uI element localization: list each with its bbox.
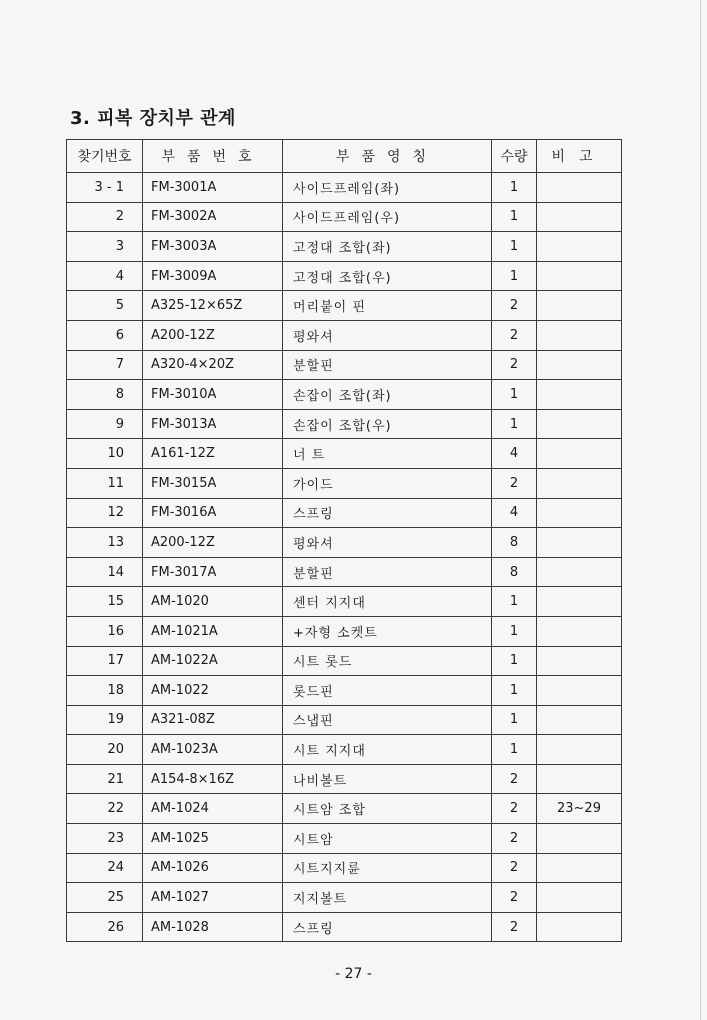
find-number-cell: 5 [67,291,143,321]
part-number-cell: FM-3015A [143,468,283,498]
quantity-cell: 1 [492,173,537,203]
quantity-cell: 2 [492,291,537,321]
quantity-cell: 8 [492,528,537,558]
part-name-cell: 시트암 [283,824,492,854]
table-row [67,705,622,735]
part-number-cell: A325-12×65Z [143,291,283,321]
remarks-cell [537,320,622,350]
quantity-cell: 1 [492,676,537,706]
table-row [67,320,622,350]
quantity-cell: 1 [492,232,537,262]
find-number-cell: 2 [67,202,143,232]
remarks-cell [537,232,622,262]
quantity-cell: 2 [492,794,537,824]
part-name-cell: 스프링 [283,912,492,942]
remarks-cell [537,291,622,321]
part-number-cell: FM-3013A [143,409,283,439]
part-name-cell: 시트암 조합 [283,794,492,824]
find-number-cell: 3 [67,232,143,262]
page-number: - 27 - [335,966,372,982]
part-number-cell: AM-1022A [143,646,283,676]
part-name-cell: 너 트 [283,439,492,469]
remarks-cell [537,646,622,676]
find-number-cell: 12 [67,498,143,528]
remarks-cell [537,676,622,706]
find-number-cell: 22 [67,794,143,824]
part-number-cell: FM-3003A [143,232,283,262]
part-name-cell: 고정대 조합(우) [283,261,492,291]
quantity-cell: 2 [492,468,537,498]
table-row [67,853,622,883]
part-number-cell: AM-1027 [143,883,283,913]
find-number-cell: 13 [67,528,143,558]
find-number-cell: 21 [67,764,143,794]
find-number-cell: 23 [67,824,143,854]
remarks-cell [537,587,622,617]
table-row [67,883,622,913]
part-name-cell: 손잡이 조합(우) [283,409,492,439]
remarks-cell [537,616,622,646]
remarks-cell [537,380,622,410]
quantity-cell: 1 [492,261,537,291]
header-find-number: 찾기번호 [67,140,143,173]
quantity-cell: 1 [492,202,537,232]
table-row [67,616,622,646]
quantity-cell: 2 [492,883,537,913]
table-row [67,380,622,410]
part-name-cell: 스프링 [283,498,492,528]
find-number-cell: 20 [67,735,143,765]
find-number-cell: 3 - 1 [67,173,143,203]
table-row [67,735,622,765]
find-number-cell: 26 [67,912,143,942]
part-name-cell: 사이드프레임(좌) [283,173,492,203]
quantity-cell: 1 [492,380,537,410]
find-number-cell: 10 [67,439,143,469]
section-title: 3. 피복 장치부 관계 [70,108,236,129]
header-part-name: 부품영칭 [283,140,492,173]
find-number-cell: 16 [67,616,143,646]
part-name-cell: 롯드핀 [283,676,492,706]
quantity-cell: 1 [492,705,537,735]
table-row [67,409,622,439]
remarks-cell: 23~29 [537,794,622,824]
quantity-cell: 1 [492,587,537,617]
part-number-cell: AM-1024 [143,794,283,824]
part-number-cell: A200-12Z [143,528,283,558]
part-number-cell: AM-1023A [143,735,283,765]
part-number-cell: AM-1028 [143,912,283,942]
table-body [67,173,622,942]
find-number-cell: 19 [67,705,143,735]
table-row [67,794,622,824]
find-number-cell: 11 [67,468,143,498]
remarks-cell [537,912,622,942]
part-name-cell: 스냅핀 [283,705,492,735]
find-number-cell: 15 [67,587,143,617]
part-number-cell: A200-12Z [143,320,283,350]
quantity-cell: 2 [492,320,537,350]
part-number-cell: A161-12Z [143,439,283,469]
part-name-cell: 손잡이 조합(좌) [283,380,492,410]
remarks-cell [537,468,622,498]
part-name-cell: 시트 지지대 [283,735,492,765]
part-number-cell: FM-3016A [143,498,283,528]
find-number-cell: 8 [67,380,143,410]
part-name-cell: 평와셔 [283,320,492,350]
table-row [67,468,622,498]
find-number-cell: 14 [67,557,143,587]
quantity-cell: 2 [492,912,537,942]
remarks-cell [537,202,622,232]
part-number-cell: FM-3009A [143,261,283,291]
quantity-cell: 2 [492,824,537,854]
remarks-cell [537,735,622,765]
part-name-cell: 나비볼트 [283,764,492,794]
table-row [67,350,622,380]
quantity-cell: 1 [492,646,537,676]
part-name-cell: 지지볼트 [283,883,492,913]
part-name-cell: 고정대 조합(좌) [283,232,492,262]
quantity-cell: 1 [492,616,537,646]
part-number-cell: FM-3010A [143,380,283,410]
part-number-cell: AM-1022 [143,676,283,706]
remarks-cell [537,883,622,913]
table-row [67,173,622,203]
remarks-cell [537,261,622,291]
part-name-cell: 사이드프레임(우) [283,202,492,232]
parts-table [66,139,622,942]
table-row [67,291,622,321]
remarks-cell [537,528,622,558]
part-name-cell: 가이드 [283,468,492,498]
table-header-row [67,140,622,173]
part-name-cell: 분할핀 [283,350,492,380]
header-quantity: 수량 [492,140,537,173]
table-row [67,261,622,291]
find-number-cell: 17 [67,646,143,676]
remarks-cell [537,498,622,528]
table-row [67,587,622,617]
find-number-cell: 18 [67,676,143,706]
table-row [67,764,622,794]
find-number-cell: 4 [67,261,143,291]
find-number-cell: 6 [67,320,143,350]
part-name-cell: 평와셔 [283,528,492,558]
part-number-cell: FM-3001A [143,173,283,203]
quantity-cell: 8 [492,557,537,587]
quantity-cell: 4 [492,439,537,469]
part-number-cell: A154-8×16Z [143,764,283,794]
header-remarks: 비고 [537,140,622,173]
remarks-cell [537,853,622,883]
remarks-cell [537,173,622,203]
table-row [67,824,622,854]
quantity-cell: 1 [492,735,537,765]
quantity-cell: 2 [492,350,537,380]
part-number-cell: AM-1020 [143,587,283,617]
table-row [67,912,622,942]
table-row [67,232,622,262]
part-name-cell: 분할핀 [283,557,492,587]
remarks-cell [537,824,622,854]
table-row [67,202,622,232]
part-name-cell: +자형 소켓트 [283,616,492,646]
page-edge [700,0,701,1020]
find-number-cell: 7 [67,350,143,380]
table-row [67,646,622,676]
quantity-cell: 4 [492,498,537,528]
header-part-number: 부품번호 [143,140,283,173]
table-row [67,439,622,469]
part-number-cell: AM-1021A [143,616,283,646]
part-number-cell: FM-3017A [143,557,283,587]
table-row [67,498,622,528]
part-name-cell: 시트 롯드 [283,646,492,676]
part-number-cell: A321-08Z [143,705,283,735]
remarks-cell [537,409,622,439]
remarks-cell [537,439,622,469]
table-row [67,528,622,558]
table-row [67,557,622,587]
part-name-cell: 시트지지륜 [283,853,492,883]
quantity-cell: 1 [492,409,537,439]
find-number-cell: 24 [67,853,143,883]
part-number-cell: AM-1026 [143,853,283,883]
part-number-cell: A320-4×20Z [143,350,283,380]
remarks-cell [537,705,622,735]
part-name-cell: 센터 지지대 [283,587,492,617]
part-number-cell: AM-1025 [143,824,283,854]
part-number-cell: FM-3002A [143,202,283,232]
find-number-cell: 25 [67,883,143,913]
part-name-cell: 머리붙이 핀 [283,291,492,321]
remarks-cell [537,764,622,794]
remarks-cell [537,350,622,380]
remarks-cell [537,557,622,587]
table-row [67,676,622,706]
find-number-cell: 9 [67,409,143,439]
quantity-cell: 2 [492,853,537,883]
quantity-cell: 2 [492,764,537,794]
